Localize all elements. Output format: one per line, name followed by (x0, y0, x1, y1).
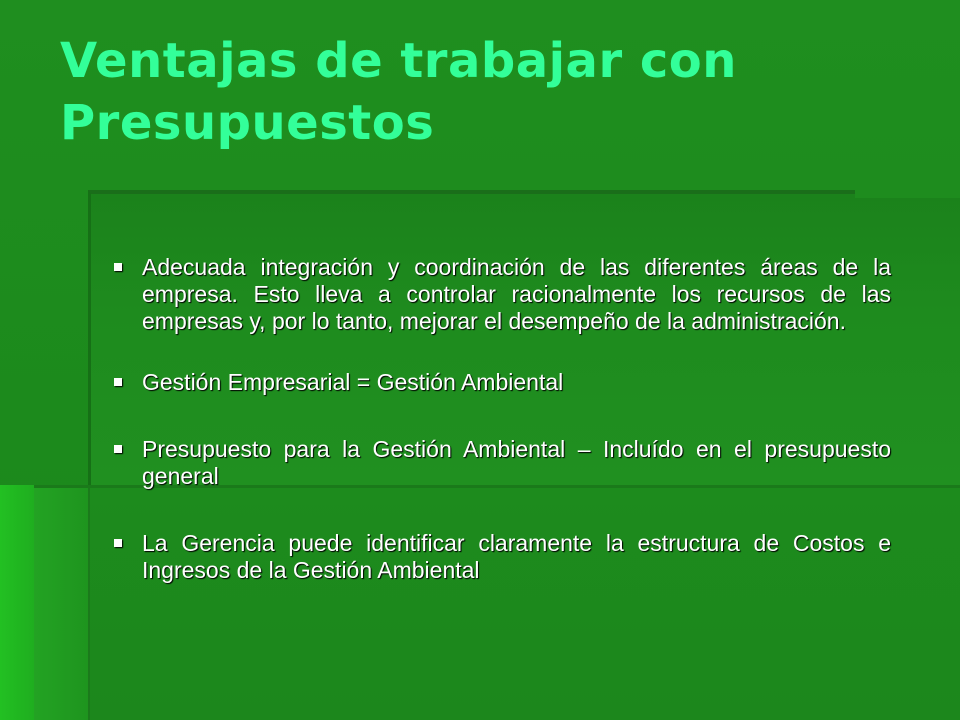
bullet-text: La Gerencia puede identificar claramente la estructura de Costos e Ingresos de la Gestión Ambiental (142, 530, 891, 583)
bullet-item (108, 436, 891, 490)
bullet-item (108, 254, 891, 335)
bullet-item (108, 530, 891, 584)
square-bullet-icon (114, 445, 122, 453)
bullet-text: Adecuada integración y coordinación de las diferentes áreas de la empresa. Esto lleva a controlar racionalmente los recursos de las empresas y, por lo tanto, mejorar el desempeño de la administración. (142, 254, 891, 334)
square-bullet-icon (114, 263, 122, 271)
bullet-text: Gestión Empresarial = Gestión Ambiental (142, 369, 564, 395)
bullet-list (108, 254, 891, 618)
background-panel-edge (855, 190, 960, 198)
bullet-item (108, 369, 891, 396)
square-bullet-icon (114, 378, 122, 386)
bullet-text: Presupuesto para la Gestión Ambiental – Incluído en el presupuesto general (142, 436, 891, 489)
slide-title: Ventajas de trabajar con Presupuestos (60, 33, 737, 151)
square-bullet-icon (114, 539, 122, 547)
background-left-strip (0, 485, 34, 720)
